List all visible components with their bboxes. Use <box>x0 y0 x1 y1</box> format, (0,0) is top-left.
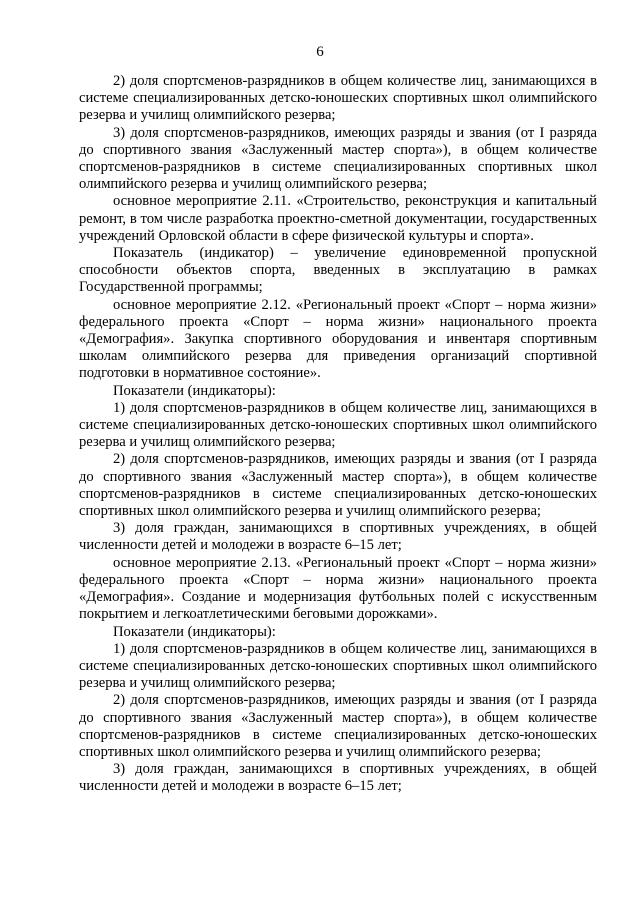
paragraph: основное мероприятие 2.12. «Региональный проект «Спорт – норма жизни» федерального проекта «Спорт – норма жизни» национального проекта «Демография». Закупка спортивного оборудования и инвентаря спортивным школам олимпийского резерва для приведения организаций спортивной подготовки в нормативное состояние». <box>79 296 597 382</box>
paragraph: основное мероприятие 2.11. «Строительство, реконструкция и капитальный ремонт, в том числе разработка проектно-сметной документации, государственных учреждений Орловской области в сфере физической культуры и спорта». <box>79 193 597 244</box>
paragraph: 3) доля спортсменов-разрядников, имеющих разряды и звания (от I разряда до спортивного звания «Заслуженный мастер спорта»), в общем количестве спортсменов-разрядников в системе специализированных спортивных школ олимпийского резерва и училищ олимпийского резерва; <box>79 124 597 193</box>
paragraph: основное мероприятие 2.13. «Региональный проект «Спорт – норма жизни» федерального проекта «Спорт – норма жизни» национального проекта «Демография». Создание и модернизация футбольных полей с искусственным покрытием и легкоатлетическими беговыми дорожками». <box>79 554 597 623</box>
paragraph: Показатель (индикатор) – увеличение единовременной пропускной способности объектов спорта, введенных в эксплуатацию в рамках Государственной программы; <box>79 245 597 296</box>
paragraph: 3) доля граждан, занимающихся в спортивных учреждениях, в общей численности детей и молодежи в возрасте 6–15 лет; <box>79 520 597 554</box>
paragraph: 2) доля спортсменов-разрядников, имеющих разряды и звания (от I разряда до спортивного звания «Заслуженный мастер спорта»), в общем количестве спортсменов-разрядников в системе специализированных детско-юношеских спортивных школ олимпийского резерва и училищ олимпийского резерва; <box>79 692 597 760</box>
paragraph: Показатели (индикаторы): <box>113 623 276 640</box>
page-number: 6 <box>316 44 324 60</box>
paragraph: 2) доля спортсменов-разрядников, имеющих разряды и звания (от I разряда до спортивного звания «Заслуженный мастер спорта»), в общем количестве спортсменов-разрядников в системе специализированных детско-юношеских спортивных школ олимпийского резерва и училищ олимпийского резерва; <box>79 451 597 520</box>
paragraph: 1) доля спортсменов-разрядников в общем количестве лиц, занимающихся в системе специализированных детско-юношеских спортивных школ олимпийского резерва и училищ олимпийского резерва; <box>79 399 597 451</box>
paragraph: 2) доля спортсменов-разрядников в общем количестве лиц, занимающихся в системе специализированных детско-юношеских спортивных школ олимпийского резерва и училищ олимпийского резерва; <box>79 73 597 124</box>
paragraph: Показатели (индикаторы): <box>113 382 276 399</box>
paragraph: 3) доля граждан, занимающихся в спортивных учреждениях, в общей численности детей и молодежи в возрасте 6–15 лет; <box>79 761 597 795</box>
document-body <box>79 73 597 796</box>
paragraph: 1) доля спортсменов-разрядников в общем количестве лиц, занимающихся в системе специализированных детско-юношеских спортивных школ олимпийского резерва и училищ олимпийского резерва; <box>79 640 597 692</box>
